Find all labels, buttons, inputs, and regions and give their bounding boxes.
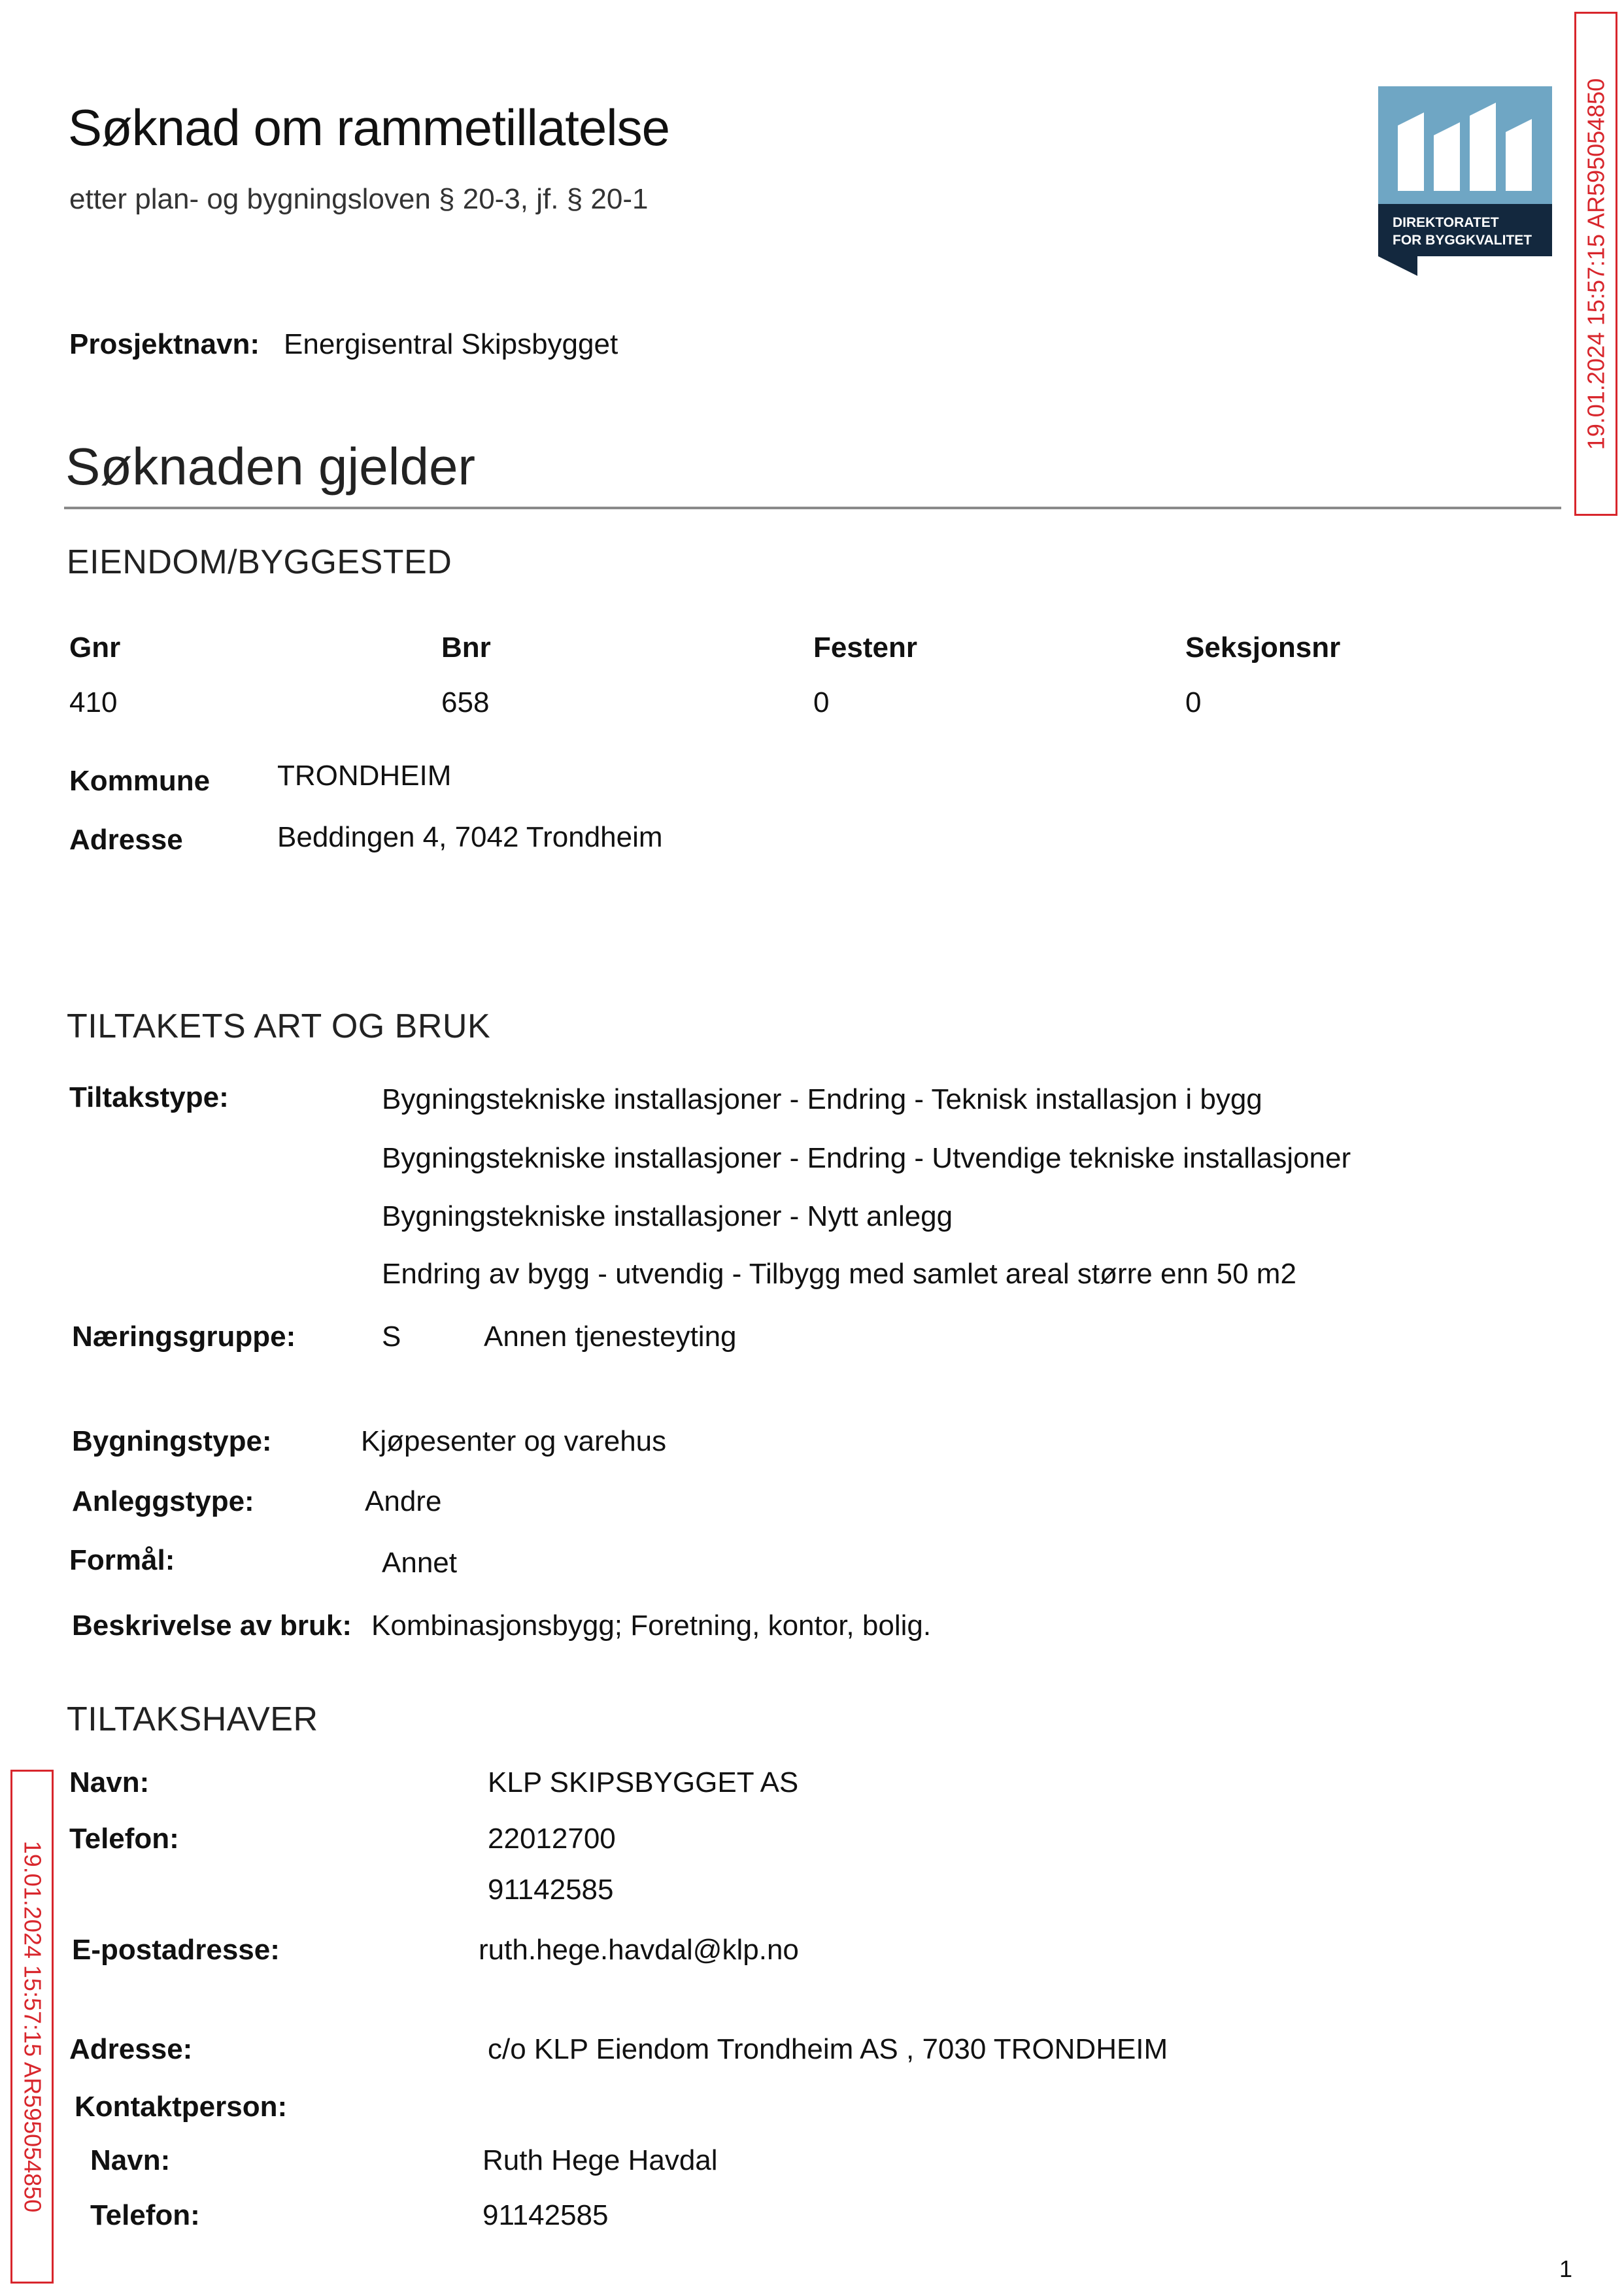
anleggstype-value: Andre [365, 1485, 442, 1517]
bygningstype-label: Bygningstype: [72, 1425, 272, 1457]
tiltakstype-item: Bygningstekniske installasjoner - Endring - Teknisk installasjon i bygg [382, 1083, 1262, 1115]
stamp-right-text: 19.01.2024 15:57:15 AR595054850 [1582, 78, 1609, 450]
formaal-label: Formål: [69, 1544, 175, 1576]
project-value: Energisentral Skipsbygget [284, 328, 618, 360]
bygningstype-value: Kjøpesenter og varehus [361, 1425, 667, 1457]
tiltakshaver-heading: TILTAKSHAVER [67, 1700, 318, 1738]
logo-text-line2: FOR BYGGKVALITET [1393, 233, 1532, 248]
section-rule [64, 507, 1561, 509]
kontaktperson-label: Kontaktperson: [75, 2091, 288, 2123]
beskrivelse-value: Kombinasjonsbygg; Foretning, kontor, bolig. [371, 1610, 932, 1642]
stamp-right [1574, 12, 1617, 516]
tiltakstype-item: Bygningstekniske installasjoner - Endring - Utvendige tekniske installasjoner [382, 1142, 1351, 1174]
festenr-label: Festenr [813, 632, 917, 664]
tiltak-heading: TILTAKETS ART OG BRUK [67, 1007, 491, 1045]
gnr-value: 410 [69, 686, 118, 718]
th-telefon-value: 22012700 [488, 1823, 616, 1855]
kontakt-navn-value: Ruth Hege Havdal [482, 2144, 718, 2176]
bnr-label: Bnr [441, 632, 491, 664]
adresse-value: Beddingen 4, 7042 Trondheim [277, 821, 663, 853]
stamp-left-text: 19.01.2024 15:57:15 AR595054850 [19, 1840, 46, 2213]
kommune-value: TRONDHEIM [277, 760, 452, 792]
th-adresse-label: Adresse: [69, 2033, 193, 2065]
beskrivelse-label: Beskrivelse av bruk: [72, 1610, 352, 1642]
naeringsgruppe-label: Næringsgruppe: [72, 1321, 296, 1353]
naeringsgruppe-code: S [382, 1321, 401, 1353]
page-subtitle: etter plan- og bygningsloven § 20-3, jf. § 20-1 [69, 183, 649, 215]
naeringsgruppe-value: Annen tjenesteyting [484, 1321, 737, 1353]
th-navn-value: KLP SKIPSBYGGET AS [488, 1766, 799, 1798]
kontakt-navn-label: Navn: [90, 2144, 171, 2176]
th-adresse-value: c/o KLP Eiendom Trondheim AS , 7030 TRONDHEIM [488, 2033, 1168, 2065]
festenr-value: 0 [813, 686, 830, 718]
page-title: Søknad om rammetillatelse [68, 99, 669, 156]
th-epost-label: E-postadresse: [72, 1934, 280, 1966]
eiendom-heading: EIENDOM/BYGGESTED [67, 543, 452, 581]
logo-text-line1: DIREKTORATET [1393, 215, 1499, 230]
kontakt-telefon-label: Telefon: [90, 2199, 200, 2231]
tiltakstype-label: Tiltakstype: [69, 1081, 229, 1113]
th-telefon-label: Telefon: [69, 1823, 179, 1855]
seksjonsnr-value: 0 [1185, 686, 1202, 718]
gnr-label: Gnr [69, 632, 121, 664]
kommune-label: Kommune [69, 765, 211, 797]
adresse-label: Adresse [69, 824, 183, 856]
dibk-logo [1378, 86, 1552, 276]
page-number: 1 [1559, 2255, 1573, 2282]
anleggstype-label: Anleggstype: [72, 1485, 254, 1517]
th-epost-value: ruth.hege.havdal@klp.no [479, 1934, 799, 1966]
formaal-value: Annet [382, 1547, 457, 1579]
tiltakstype-item: Bygningstekniske installasjoner - Nytt anlegg [382, 1200, 953, 1232]
project-label: Prosjektnavn: [69, 328, 260, 360]
kontakt-telefon-value: 91142585 [482, 2199, 609, 2231]
bnr-value: 658 [441, 686, 490, 718]
seksjonsnr-label: Seksjonsnr [1185, 632, 1341, 664]
th-telefon-value-2: 91142585 [488, 1874, 614, 1906]
tiltakstype-item: Endring av bygg - utvendig - Tilbygg med samlet areal større enn 50 m2 [382, 1258, 1296, 1290]
dibk-logo-graphic [1378, 86, 1552, 276]
stamp-left [10, 1770, 54, 2284]
section-heading: Søknaden gjelder [65, 437, 476, 496]
th-navn-label: Navn: [69, 1766, 150, 1798]
